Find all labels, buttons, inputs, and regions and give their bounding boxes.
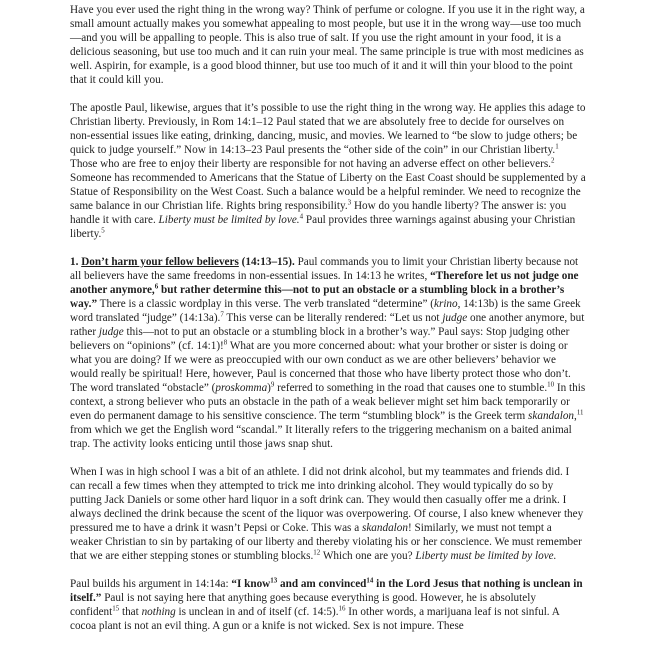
text-run: Paul commands you to limit your Christian liberty because not all believers have the same freedoms in non-essential issues. In 14:13 he writes,: [70, 256, 579, 282]
text-run: 1.: [70, 256, 82, 268]
text-run: skandalon: [528, 410, 575, 422]
text-run: skandalon: [361, 522, 408, 534]
paragraph-intro-right-thing-wrong-way: [70, 3, 586, 87]
text-run: Liberty must be limited by love.: [158, 214, 300, 226]
text-run: judge: [442, 312, 468, 324]
text-run: When I was in high school I was a bit of an athlete. I did not drink alcohol, but my teammates and friends did. I can recall a few times when they attempted to trick me into drinking alcohol. They would typically do so by putting Jack Daniels or some other hard liquor in a soft drink can. They would then casually offer me a drink. I always declined the drink because the scent of the liquor was overpowering. Of course, I also knew whenever they pressured me to have a drink it wasn’t Pepsi or Coke. This was a: [70, 466, 584, 534]
text-run: In other words, a marijuana leaf is not sinful. A cocoa plant is not an evil thing. A gun or a knife is not wicked. Sex is not impure. These: [70, 606, 560, 632]
text-run: Paul provides three warnings against abusing your Christian liberty.: [70, 214, 576, 240]
footnote-ref: 13: [270, 576, 278, 585]
paragraph-point-1-dont-harm-believers: [70, 255, 586, 451]
text-run: ): [267, 382, 271, 394]
footnote-ref: 15: [112, 604, 120, 613]
text-run: ,: [574, 410, 577, 422]
text-run: Paul is not saying here that anything goes because everything is good. However, he is absolutely confident: [70, 592, 536, 618]
text-run: How do you handle liberty? The answer is: you handle it with care.: [70, 200, 567, 226]
text-run: Those who are free to enjoy their liberty are responsible for not having an adverse effect on other believers.: [70, 158, 551, 170]
text-run: This verse can be literally rendered: “Let us not: [223, 312, 443, 324]
text-run: Don’t harm your fellow believers: [81, 256, 239, 268]
text-run: In this context, a strong believer who puts an obstacle in the path of a weak believer might set him back temporarily or even do permanent damage to his sensitive conscience. The term “stumbling block” is the Greek term: [70, 382, 586, 422]
text-run: “I know: [231, 578, 271, 590]
text-run: What are you more concerned about: what your brother or sister is doing or what you are doing? If we were as preoccupied with our own conduct as we are other believers’ behavior we would really be spiritual! Here, however, Paul is concerned that those who have liberty protect those who don’t. The word translated “obstacle” (: [70, 340, 571, 394]
text-run: nothing: [141, 606, 176, 618]
text-run: , 14:13b) is the same Greek word translated “judge” (14:13a).: [70, 298, 581, 324]
text-run: “Therefore let us not judge one another anymore,: [70, 270, 579, 296]
text-run: Someone has recommended to Americans that the Statue of Liberty on the East Coast should be supplemented by a Statue of Responsibility on the West Coast. Such a balance would be a helpful reminder. We need to recognize the same balance in our Christian life. Rights bring responsibility.: [70, 172, 586, 212]
footnote-ref: 4: [299, 212, 304, 221]
footnote-ref: 6: [154, 282, 159, 291]
text-run: There is a classic wordplay in this verse. The verb translated “determine” (: [97, 298, 434, 310]
footnote-ref: 5: [101, 226, 105, 235]
text-run: Have you ever used the right thing in the wrong way? Think of perfume or cologne. If you use it in the right way, a small amount actually makes you somewhat appealing to most people, but use it in the wrong way—use too much—and you will be appalling to people. This is also true of salt. If you use the right amount in your food, it is a delicious seasoning, but use too much and it can ruin your meal. The same principle is true with most medicines as well. Aspirin, for example, is a good blood thinner, but use too much of it and it will thin your blood to the point that it could kill you.: [70, 4, 585, 86]
footnote-ref: 11: [576, 408, 584, 417]
text-run: one another anymore, but rather: [70, 312, 585, 338]
footnote-ref: 3: [347, 198, 352, 207]
footnote-ref: 7: [220, 310, 224, 319]
footnote-ref: 16: [338, 604, 346, 613]
text-run: Which one are you?: [320, 550, 416, 562]
footnote-ref: 9: [270, 380, 275, 389]
footnote-ref: 1: [555, 142, 559, 151]
footnote-ref: 2: [550, 156, 555, 165]
paragraph-paul-argument-14-14a: [70, 577, 586, 633]
footnote-ref: 10: [547, 380, 555, 389]
text-run: referred to something in the road that causes one to stumble.: [274, 382, 548, 394]
paragraph-high-school-illustration: [70, 465, 586, 563]
text-run: and am convinced: [277, 578, 367, 590]
text-run: (14:13–15).: [238, 256, 295, 268]
text-run: but rather determine this—not to put an obstacle or a stumbling block in a brother’s way.”: [70, 284, 565, 310]
footnote-ref: 8: [223, 338, 228, 347]
text-run: this—not to put an obstacle or a stumbling block in a brother’s way.” Paul says: Stop judging other believers on “opinions” (cf. 14:1)!: [70, 326, 570, 352]
footnote-ref: 14: [366, 576, 374, 585]
paragraph-paul-christian-liberty: [70, 101, 586, 241]
text-run: Paul builds his argument in 14:14a:: [70, 578, 232, 590]
text-run: The apostle Paul, likewise, argues that it’s possible to use the right thing in the wrong way. He applies this adage to Christian liberty. Previously, in Rom 14:1–12 Paul stated that we are absolutely free to decide for ourselves on non-essential issues like eating, drinking, dancing, music, and movies. We learned to “be slow to judge others; be quick to judge yourself.” Now in 14:13–23 Paul presents the “other side of the coin” in our Christian liberty.: [70, 102, 586, 156]
text-run: from which we get the English word “scandal.” It literally refers to the triggering mechanism on a baited animal trap. The activity looks enticing until those jaws snap shut.: [70, 424, 572, 450]
text-run: ! Similarly, we must not tempt a weaker Christian to sin by partaking of our liberty and thereby violating his or her conscience. We must remember that we are either stepping stones or stumbling blocks.: [70, 522, 582, 562]
text-run: in the Lord Jesus that nothing is unclean in itself.”: [70, 578, 583, 604]
text-run: judge: [98, 326, 124, 338]
text-run: Liberty must be limited by love.: [415, 550, 557, 562]
text-run: that: [119, 606, 142, 618]
text-run: krino: [434, 298, 458, 310]
text-run: is unclean in and of itself (cf. 14:5).: [175, 606, 339, 618]
footnote-ref: 12: [313, 548, 321, 557]
text-run: proskomma: [215, 382, 268, 394]
